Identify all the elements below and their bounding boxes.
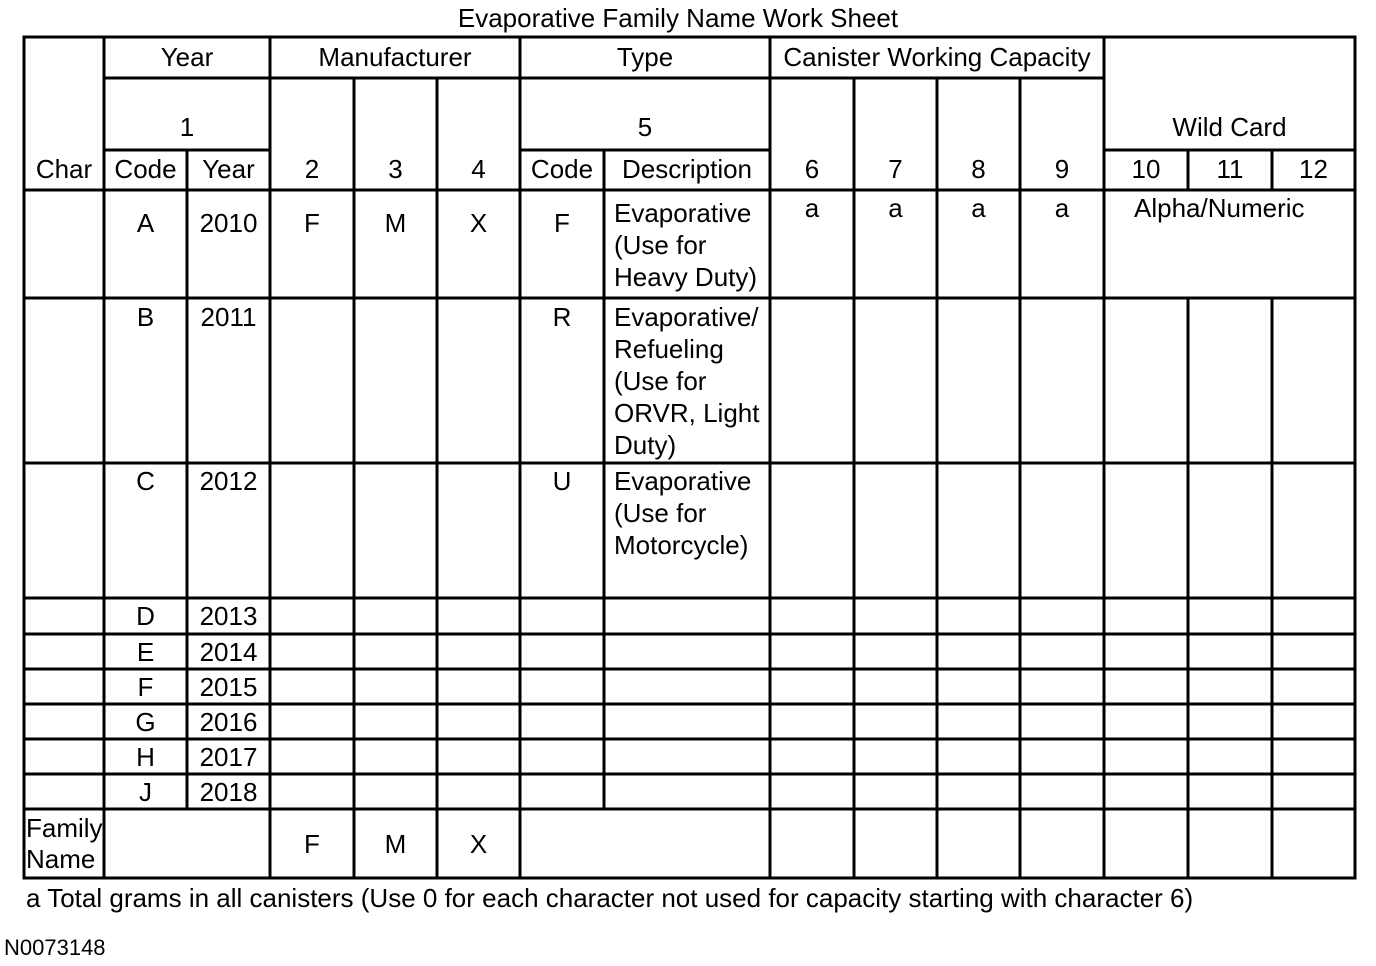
- family-name-label-line: Family: [26, 813, 103, 843]
- wild-card-value: Alpha/Numeric: [1134, 193, 1305, 223]
- type-description-line: Duty): [614, 430, 677, 460]
- header-position-7: 7: [888, 154, 903, 184]
- manufacturer-code-cell: F: [304, 208, 320, 238]
- canister-footnote-mark: a: [1054, 193, 1070, 223]
- type-description-line: Motorcycle): [614, 530, 749, 560]
- header-position-12: 12: [1299, 154, 1328, 184]
- header-year-group: Year: [160, 42, 214, 72]
- header-position-1: 1: [179, 112, 195, 142]
- year-cell: 2016: [199, 707, 258, 737]
- type-description-line: Evaporative/: [614, 302, 759, 332]
- year-cell: 2017: [199, 742, 258, 772]
- year-cell: 2011: [200, 302, 257, 332]
- family-name-value: M: [384, 829, 407, 859]
- canister-footnote-mark: a: [971, 193, 986, 223]
- type-description-line: Evaporative: [614, 466, 752, 496]
- canister-footnote-mark: a: [804, 193, 820, 223]
- header-position-4: 4: [471, 154, 486, 184]
- year-cell: 2012: [199, 466, 258, 496]
- header-description: Description: [621, 154, 753, 184]
- header-position-11: 11: [1216, 154, 1244, 184]
- header-position-9: 9: [1054, 154, 1070, 184]
- year-cell: 2015: [199, 672, 258, 702]
- header-position-10: 10: [1131, 154, 1161, 184]
- year-code-cell: G: [135, 707, 156, 737]
- footnote: a Total grams in all canisters (Use 0 for each character not used for capacity starting with character 6): [26, 883, 1194, 913]
- type-description-line: ORVR, Light: [614, 398, 760, 428]
- year-cell: 2013: [199, 601, 258, 631]
- header-year-code: Code: [114, 154, 177, 184]
- header-type-code: Code: [530, 154, 594, 184]
- type-description-line: Refueling: [614, 334, 724, 364]
- page-title: Evaporative Family Name Work Sheet: [457, 3, 899, 33]
- manufacturer-code-cell: X: [469, 208, 488, 238]
- type-description-line: Evaporative: [614, 198, 752, 228]
- year-code-cell: H: [136, 742, 155, 772]
- header-year: Year: [202, 154, 255, 184]
- year-code-cell: J: [139, 777, 152, 807]
- type-description-line: (Use for: [614, 498, 707, 528]
- manufacturer-code-cell: M: [384, 208, 407, 238]
- document-id: N0073148: [4, 935, 106, 960]
- header-position-5: 5: [637, 112, 653, 142]
- year-code-cell: E: [136, 637, 155, 667]
- type-description-line: (Use for: [614, 366, 707, 396]
- year-code-cell: A: [136, 208, 155, 238]
- header-position-2: 2: [304, 154, 320, 184]
- year-cell: 2010: [199, 208, 258, 238]
- type-description-line: (Use for: [614, 230, 707, 260]
- header-char: Char: [35, 154, 93, 184]
- year-cell: 2014: [199, 637, 258, 667]
- year-cell: 2018: [199, 777, 258, 807]
- header-canister-group: Canister Working Capacity: [783, 42, 1091, 72]
- header-type-group: Type: [616, 42, 674, 72]
- header-position-3: 3: [388, 154, 403, 184]
- family-name-label-line: Name: [26, 844, 96, 874]
- canister-footnote-mark: a: [888, 193, 903, 223]
- type-description-line: Heavy Duty): [614, 262, 758, 292]
- year-code-cell: C: [136, 466, 155, 496]
- year-code-cell: F: [137, 672, 154, 702]
- family-name-value: X: [469, 829, 488, 859]
- type-code-cell: F: [554, 208, 570, 238]
- family-name-value: F: [304, 829, 320, 859]
- header-position-6: 6: [804, 154, 820, 184]
- header-position-8: 8: [971, 154, 986, 184]
- type-code-cell: R: [552, 302, 572, 332]
- header-manufacturer-group: Manufacturer: [318, 42, 472, 72]
- header-wild-card: Wild Card: [1172, 112, 1287, 142]
- year-code-cell: D: [136, 601, 155, 631]
- year-code-cell: B: [136, 302, 155, 332]
- type-code-cell: U: [552, 466, 572, 496]
